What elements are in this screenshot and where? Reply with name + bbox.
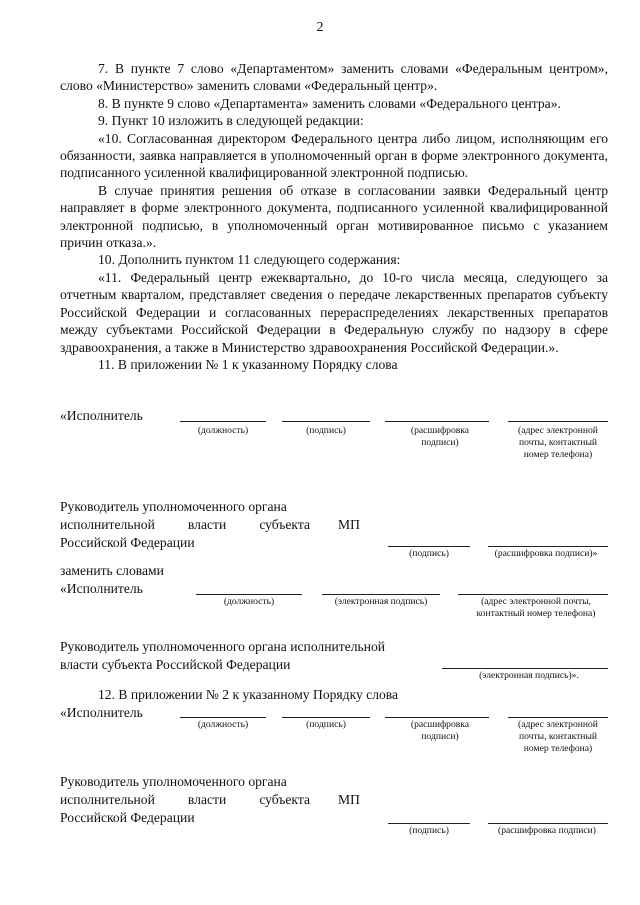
paragraph-9: 9. Пункт 10 изложить в следующей редакции:	[98, 113, 364, 129]
paragraph-12: 12. В приложении № 2 к указанному Порядку слова	[98, 687, 399, 702]
quoted-clause-10-refusal: В случае принятия решения об отказе в согласовании заявки Федеральный центр направляет в форме электронного документа, подписанного усиленной квалифицированной электронной подписью, в уполномоченный орган мотивированное письмо с указанием причин отказа.».	[60, 182, 608, 251]
page-number: 2	[316, 20, 324, 35]
form1-head-line-2: исполнительной власти субъекта	[60, 517, 310, 532]
form2-caption-contact: (адрес электронной почты, контактный номер телефона)	[476, 596, 596, 619]
form1-decode-line-2	[488, 546, 608, 547]
form3-head-line-2: исполнительной власти субъекта	[60, 792, 310, 807]
form3-caption-signature: (подпись)	[306, 719, 346, 730]
form1-caption-signature: (подпись)	[306, 425, 346, 436]
form1-signature-line	[282, 421, 370, 422]
form2-contact-line	[458, 594, 608, 595]
form1-caption-position: (должность)	[197, 425, 249, 436]
form3-executor-label: «Исполнитель	[60, 705, 143, 720]
form2-esign-line-2	[442, 668, 608, 669]
form2-caption-esign: (электронная подпись)	[334, 596, 428, 607]
form1-head-line-1: Руководитель уполномоченного органа	[60, 499, 287, 514]
amendment-text-12	[60, 686, 608, 703]
amendment-text	[60, 60, 608, 373]
form3-signature-line-2	[388, 823, 470, 824]
paragraph-8: 8. В пункте 9 слово «Департамента» заменить словами «Федерального центра».	[98, 95, 561, 111]
paragraph-11: 11. В приложении № 1 к указанному Порядку слова	[98, 356, 398, 372]
form2-executor-label: «Исполнитель	[60, 581, 143, 596]
form3-head-line-3: Российской Федерации	[60, 810, 195, 825]
form3-caption-decode: (расшифровка подписи)	[410, 719, 470, 742]
form3-position-line	[180, 717, 266, 718]
form2-esign-line	[322, 594, 440, 595]
form1-contact-line	[508, 421, 608, 422]
form2-caption-esign-2: (электронная подпись)».	[479, 670, 579, 681]
paragraph-7: 7. В пункте 7 слово «Департаментом» заменить словами «Федеральным центром», слово «Министерство» заменить словами «Федеральный центр».	[60, 61, 608, 94]
form2-caption-position: (должность)	[223, 596, 275, 607]
form1-position-line	[180, 421, 266, 422]
form3-seal-mark: МП	[338, 792, 360, 807]
form2-head-line-2: власти субъекта Российской Федерации	[60, 657, 291, 672]
form3-caption-decode-2: (расшифровка подписи)	[498, 825, 596, 836]
form3-head-line-1: Руководитель уполномоченного органа	[60, 774, 287, 789]
form1-decode-line	[385, 421, 489, 422]
form1-signature-line-2	[388, 546, 470, 547]
form3-contact-line	[508, 717, 608, 718]
form3-caption-contact: (адрес электронной почты, контактный номер телефона)	[518, 719, 598, 754]
form1-executor-label: «Исполнитель	[60, 408, 143, 423]
form3-signature-line	[282, 717, 370, 718]
form3-decode-line-2	[488, 823, 608, 824]
form2-head-line-1: Руководитель уполномоченного органа исполнительной	[60, 639, 386, 654]
paragraph-10: 10. Дополнить пунктом 11 следующего содержания:	[98, 252, 401, 268]
form1-head-line-3: Российской Федерации	[60, 535, 195, 550]
form1-seal-mark: МП	[338, 517, 360, 532]
form1-caption-decode: (расшифровка подписи)	[410, 425, 470, 448]
form1-caption-signature-2: (подпись)	[409, 548, 449, 559]
quoted-clause-11: «11. Федеральный центр ежеквартально, до 10-го числа месяца, следующего за отчетным кварталом, представляет сведения о передаче лекарственных препаратов субъекту Российской Федерации и согласованных перераспределениях лекарственных препаратов между субъектами Российской Федерации в Федеральную службу по надзору в сфере здравоохранения, а также в Министерство здравоохранения Российской Федерации.».	[60, 269, 608, 355]
form3-caption-signature-2: (подпись)	[409, 825, 449, 836]
quoted-clause-10: «10. Согласованная директором Федерального центра либо лицом, исполняющим его обязанности, заявка направляется в уполномоченный орган в форме электронного документа, подписанного усиленной квалифицированной электронной подписью.	[60, 130, 608, 181]
form3-caption-position: (должность)	[197, 719, 249, 730]
replace-words-label: заменить словами	[60, 563, 164, 578]
form1-caption-decode-2: (расшифровка подписи)»	[494, 548, 598, 559]
form2-position-line	[196, 594, 302, 595]
form3-decode-line	[385, 717, 489, 718]
form1-caption-contact: (адрес электронной почты, контактный номер телефона)	[518, 425, 598, 460]
